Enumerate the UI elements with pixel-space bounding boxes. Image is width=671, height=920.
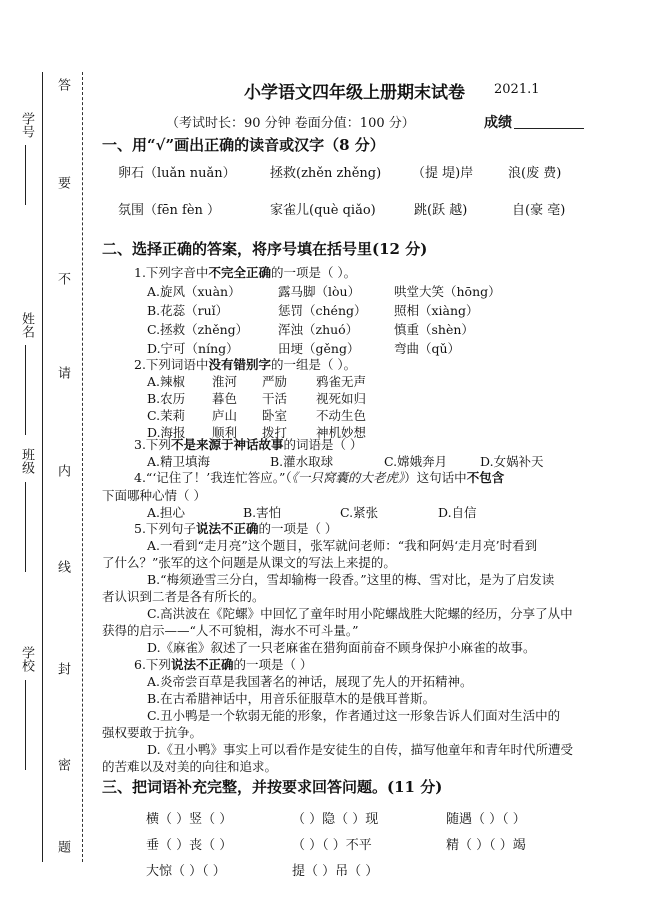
seal-word: 答 — [55, 78, 70, 91]
q1-option: 弯曲（qǔ） — [394, 341, 461, 356]
s3-blank-item[interactable]: （ ）隐（ ）现 — [292, 812, 379, 827]
q2-word: 神机妙想 — [316, 425, 367, 440]
q2-option[interactable]: D.海报 — [147, 425, 186, 440]
section-3-heading: 三、把词语补充完整，并按要求回答问题。(11 分) — [102, 778, 443, 796]
class-label: 班级 — [19, 448, 34, 474]
q4-book: 《一只窝囊的大老虎》 — [291, 470, 405, 485]
q6-pre: 6.下列 — [134, 657, 171, 672]
q3-option[interactable]: B.灌水取球 — [270, 454, 334, 469]
s1-item[interactable]: 跳(跃 越) — [414, 203, 468, 218]
s3-blank-item[interactable]: 垂（ ）丧（ ） — [146, 838, 233, 853]
q6-stem — [134, 655, 312, 673]
q1-option[interactable]: B.花蕊（ruǐ） — [147, 303, 229, 318]
q2-word: 不动生色 — [316, 408, 367, 423]
q3-option[interactable]: C.嫦娥奔月 — [384, 454, 448, 469]
q2-word: 淮河 — [212, 374, 238, 389]
q6-option-c-cont: 强权要敢于抗争。 — [102, 725, 203, 740]
q2-pre: 2.下列词语中 — [134, 357, 209, 372]
q2-word: 卧室 — [262, 408, 288, 423]
q2-word: 顺利 — [212, 425, 238, 440]
s1-item[interactable]: 卵石（luǎn nuǎn） — [118, 166, 236, 181]
s3-blank-item[interactable]: 随遇（ ）（ ） — [446, 812, 526, 827]
q1-option: 慎重（shèn） — [394, 322, 474, 337]
exam-title: 小学语文四年级上册期末试卷 — [244, 83, 465, 103]
seal-dashed-line — [82, 72, 83, 862]
s3-blank-item[interactable]: （ ）（ ）不平 — [292, 838, 372, 853]
q6-option-d[interactable]: D.《丑小鸭》事实上可以看作是安徒生的自传，描写他童年和青年时代所遭受 — [147, 742, 574, 757]
seal-word: 题 — [55, 840, 70, 853]
q2-word: 干活 — [262, 391, 288, 406]
q5-pre: 5.下列句子 — [134, 521, 196, 536]
q4-option[interactable]: B.害怕 — [243, 505, 282, 520]
q2-word: 拨打 — [262, 425, 288, 440]
student-id-label: 学号 — [19, 112, 34, 138]
q2-word: 严励 — [262, 374, 288, 389]
q5-option-c-cont: 获得的启示——“人不可貌相，海水不可斗量。” — [102, 623, 359, 638]
q5-emph: 说法不正确 — [195, 521, 259, 536]
q2-emph: 没有错别字 — [208, 357, 271, 372]
q3-stem — [134, 435, 362, 453]
q6-option-a[interactable]: A.炎帝尝百草是我国著名的神话，展现了先人的开拓精神。 — [147, 674, 473, 689]
q2-post: 的一组是（ ）。 — [270, 357, 357, 372]
q1-post: 的一项是（ ）。 — [270, 265, 357, 280]
school-blank[interactable] — [25, 680, 26, 770]
q2-option[interactable]: A.辣椒 — [147, 374, 186, 389]
q2-stem — [134, 355, 356, 373]
s1-item[interactable]: （提 堤)岸 — [412, 166, 474, 181]
q6-emph: 说法不正确 — [170, 657, 234, 672]
s1-item[interactable]: 家雀儿(què qiǎo) — [270, 203, 376, 218]
section-1-heading: 一、用“√”画出正确的读音或汉字（8 分） — [102, 136, 385, 154]
q1-emph: 不完全正确 — [208, 265, 271, 280]
seal-word: 不 — [55, 272, 70, 285]
q6-post: 的一项是（ ） — [233, 657, 313, 672]
q4-option[interactable]: A.担心 — [147, 505, 186, 520]
q5-option-b[interactable]: B.“梅须逊雪三分白，雪却输梅一段香。”这里的梅、雪对比，是为了启发读 — [147, 572, 555, 587]
s1-item[interactable]: 氛围（fēn fèn ） — [118, 203, 221, 218]
q4-emph: 不包含 — [466, 470, 505, 485]
q3-emph: 不是来源于神话故事 — [170, 437, 284, 452]
q3-option[interactable]: A.精卫填海 — [147, 454, 211, 469]
student-id-blank[interactable] — [25, 145, 26, 205]
q3-post: 的词语是（ ） — [283, 437, 363, 452]
q5-option-a-cont: 了什么？”张军的这个问题是从课文的写法上来提的。 — [102, 555, 396, 570]
s1-item[interactable]: 浪(废 费) — [508, 166, 562, 181]
q1-option: 田埂（gěng） — [278, 341, 360, 356]
q1-option[interactable]: C.拯救（zhěng） — [147, 322, 249, 337]
q4-option[interactable]: C.紧张 — [340, 505, 379, 520]
q5-option-b-cont: 者认识到二者是各有所长的。 — [102, 589, 265, 604]
q6-option-d-cont: 的苦难以及对美的向往和追求。 — [102, 759, 278, 774]
q4-mid: ）这句话中 — [404, 470, 467, 485]
exam-info: （考试时长：90 分钟 卷面分值：100 分） — [166, 116, 415, 131]
q1-stem — [134, 263, 356, 281]
s1-item[interactable]: 自(豪 亳) — [512, 203, 566, 218]
s3-blank-item[interactable]: 精（ ）（ ）竭 — [446, 838, 526, 853]
q1-option: 哄堂大笑（hōng） — [394, 284, 501, 299]
q2-word: 视死如归 — [316, 391, 367, 406]
seal-word: 封 — [55, 662, 70, 675]
q4-option[interactable]: D.自信 — [438, 505, 477, 520]
q2-word: 庐山 — [212, 408, 238, 423]
exam-date: 2021.1 — [494, 82, 540, 97]
seal-word: 线 — [55, 560, 70, 573]
s3-blank-item[interactable]: 横（ ）竖（ ） — [146, 812, 233, 827]
q1-option[interactable]: D.宁可（níng） — [147, 341, 239, 356]
q2-option[interactable]: B.农历 — [147, 391, 186, 406]
q6-option-b[interactable]: B.在古希腊神话中，用音乐征服草木的是俄耳普斯。 — [147, 691, 436, 706]
q5-stem — [134, 519, 337, 537]
name-label: 姓名 — [19, 312, 34, 338]
q5-option-c[interactable]: C.高洪波在《陀螺》中回忆了童年时用小陀螺战胜大陀螺的经历，分享了从中 — [147, 606, 573, 621]
q4-stem — [134, 468, 504, 486]
q1-option: 照相（xiàng） — [394, 303, 479, 318]
q5-option-d[interactable]: D.《麻雀》叙述了一只老麻雀在猎狗面前奋不顾身保护小麻雀的故事。 — [147, 640, 536, 655]
q1-option: 惩罚（chéng） — [278, 303, 367, 318]
score-label: 成绩 — [484, 115, 512, 131]
section-2-heading: 二、选择正确的答案，将序号填在括号里(12 分) — [102, 240, 428, 258]
class-blank[interactable] — [25, 482, 26, 572]
name-blank[interactable] — [25, 345, 26, 435]
seal-word: 内 — [55, 464, 70, 477]
seal-word: 密 — [55, 758, 70, 771]
q1-option: 露马脚（lòu） — [278, 284, 361, 299]
q1-pre: 1.下列字音中 — [134, 265, 209, 280]
q5-option-a[interactable]: A.一看到“走月亮”这个题目，张军就问老师：“我和阿妈‘走月亮’时看到 — [147, 538, 538, 553]
q3-pre: 3.下列 — [134, 437, 171, 452]
margin-border-line — [42, 72, 43, 862]
seal-word: 要 — [55, 176, 70, 189]
q6-option-c[interactable]: C.丑小鸭是一个软弱无能的形象，作者通过这一形象告诉人们面对生活中的 — [147, 708, 561, 723]
q2-option[interactable]: C.茉莉 — [147, 408, 186, 423]
q4-stem-line2: 下面哪种心情（ ） — [102, 488, 206, 503]
q2-word: 鸦雀无声 — [316, 374, 367, 389]
s1-item[interactable]: 拯救(zhěn zhěng) — [270, 166, 382, 181]
q5-post: 的一项是（ ） — [258, 521, 338, 536]
seal-word: 请 — [55, 366, 70, 379]
school-label: 学校 — [19, 646, 34, 672]
q1-option[interactable]: A.旋风（xuàn） — [147, 284, 241, 299]
q4-pre: 4.“‘记住了！’我连忙答应。”（ — [134, 470, 292, 485]
s3-blank-item[interactable]: 大惊（ ）（ ） — [146, 864, 226, 879]
q3-option[interactable]: D.女娲补天 — [480, 454, 544, 469]
q2-word: 暮色 — [212, 391, 238, 406]
score-blank[interactable] — [514, 128, 584, 129]
q1-option: 浑浊（zhuó） — [278, 322, 359, 337]
s3-blank-item[interactable]: 提（ ）吊（ ） — [292, 864, 379, 879]
